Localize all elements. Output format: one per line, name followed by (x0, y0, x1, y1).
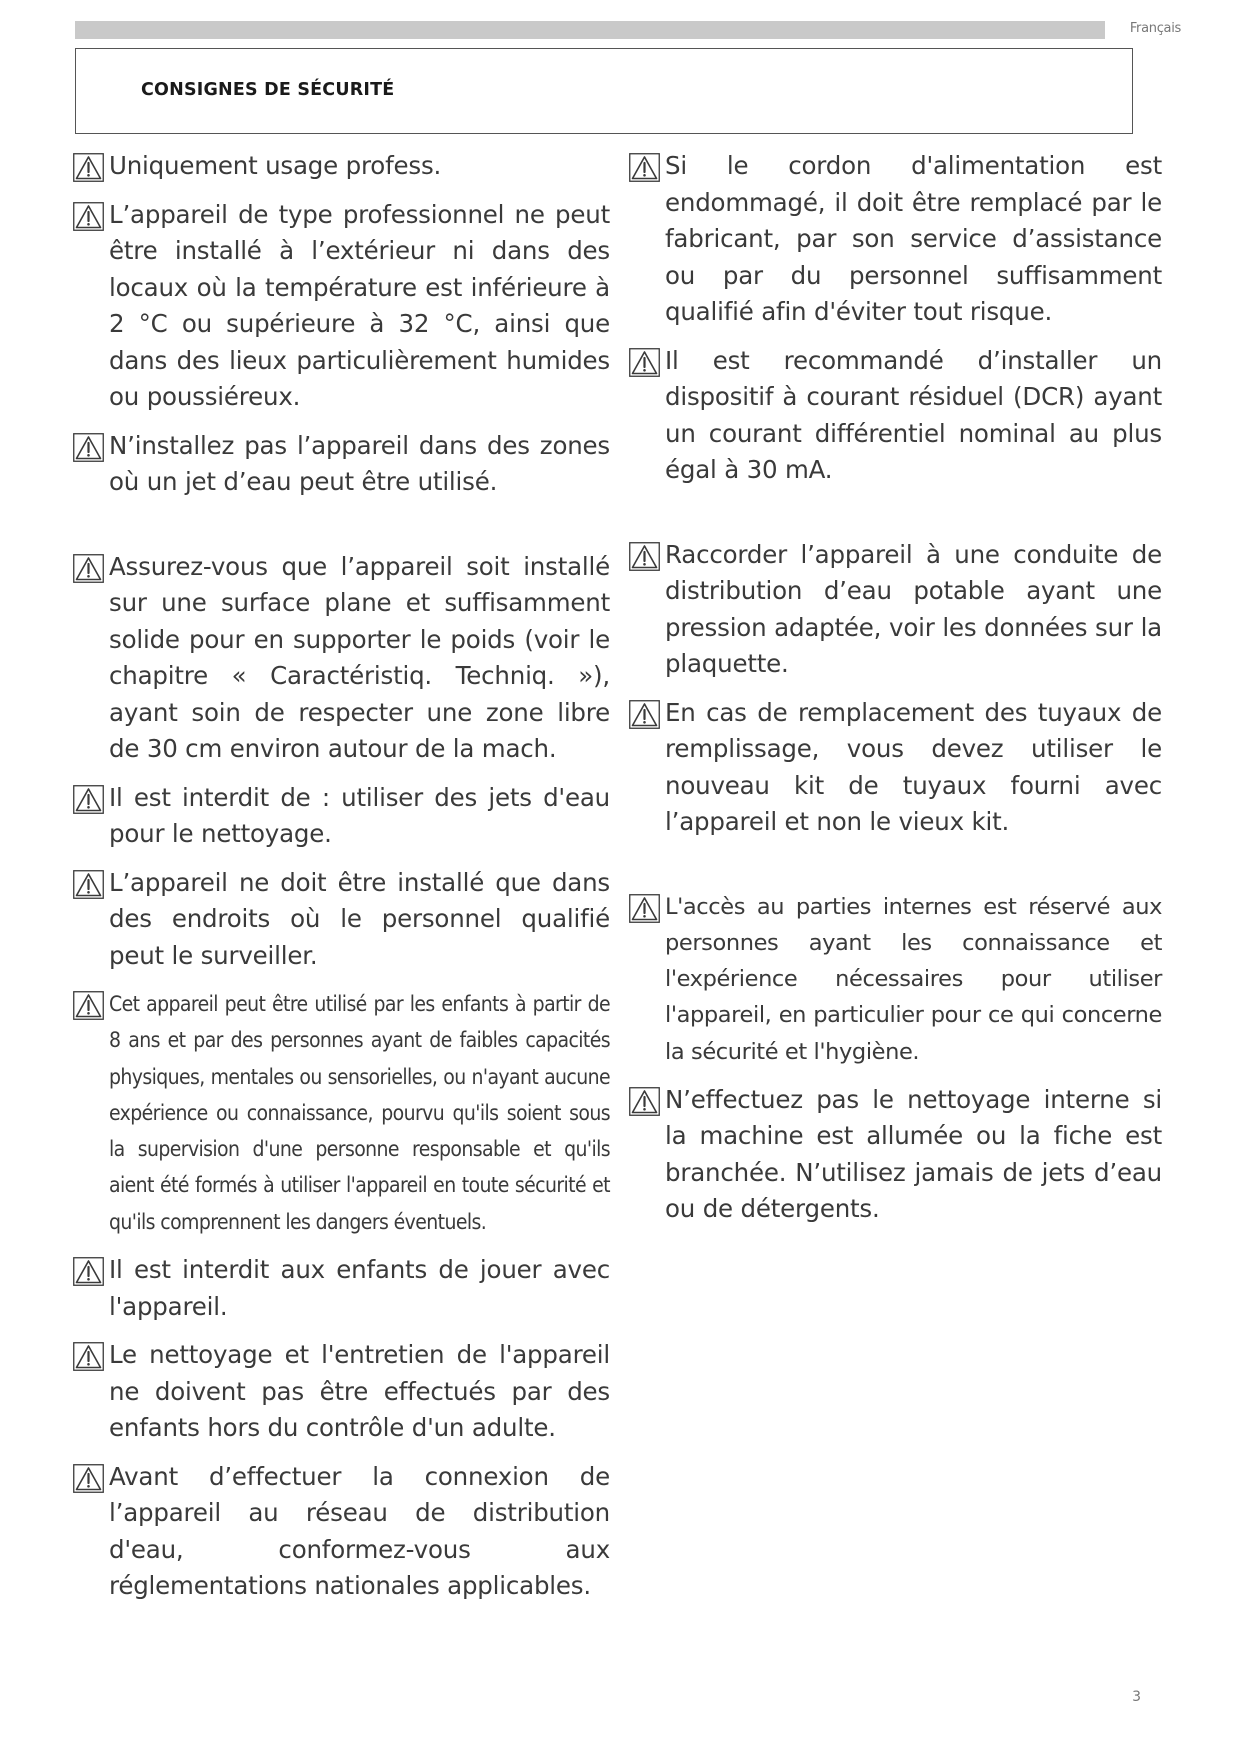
safety-instruction (72, 1337, 610, 1447)
warning-triangle-icon (73, 870, 104, 899)
safety-instruction (72, 1252, 610, 1325)
instruction-text: Il est interdit aux enfants de jouer avec l'appareil. (109, 1255, 610, 1321)
safety-instruction (628, 148, 1162, 331)
language-label: Français (1129, 21, 1181, 36)
right-column (628, 148, 1162, 1228)
page-number: 3 (1132, 1689, 1141, 1705)
warning-triangle-icon (73, 1257, 104, 1286)
safety-instruction (628, 1082, 1162, 1228)
warning-triangle-icon (73, 1342, 104, 1371)
left-column (72, 148, 610, 1605)
warning-triangle-icon (629, 153, 660, 182)
safety-instruction (628, 889, 1162, 1070)
warning-triangle-icon (629, 894, 660, 923)
safety-instruction (628, 537, 1162, 683)
instruction-text: En cas de remplacement des tuyaux de remplissage, vous devez utiliser le nouveau kit de tuyaux fourni avec l’appareil et non le vieux kit. (665, 697, 1162, 836)
instruction-text: Si le cordon d'alimentation est endommagé, il doit être remplacé par le fabricant, par son service d’assistance ou par du personnel suffisamment qualifié afin d'éviter tout risque. (665, 151, 1162, 326)
safety-instruction (72, 1459, 610, 1605)
instruction-text: Le nettoyage et l'entretien de l'appareil ne doivent pas être effectués par des enfants hors du contrôle d'un adulte. (109, 1340, 610, 1443)
header-bar (75, 21, 1105, 39)
safety-instruction (72, 780, 610, 853)
instruction-text: Avant d’effectuer la connexion de l’appareil au réseau de distribution d'eau, conformez-vous aux réglementations nationales applicables. (109, 1461, 610, 1601)
safety-instruction (72, 986, 610, 1240)
section-title: CONSIGNES DE SÉCURITÉ (141, 80, 395, 100)
instruction-text: L’appareil de type professionnel ne peut être installé à l’extérieur ni dans des locaux où la température est inférieure à 2 °C ou supérieure à 32 °C, ainsi que dans des lieux particulièrement humides ou poussiéreux. (109, 199, 610, 411)
warning-triangle-icon (73, 153, 104, 182)
warning-triangle-icon (629, 1087, 660, 1116)
instruction-text: Assurez-vous que l’appareil soit installé sur une surface plane et suffisamment solide pour en supporter le poids (voir le chapitre « Caractéristiq. Techniq. »), ayant soin de respecter une zone libre de 30 cm environ autour de la mach. (109, 551, 610, 763)
safety-instruction (72, 428, 610, 501)
warning-triangle-icon (73, 1464, 104, 1493)
instruction-text: N’effectuez pas le nettoyage interne si la machine est allumée ou la fiche est branchée. N’utilisez jamais de jets d’eau ou de détergents. (665, 1084, 1162, 1224)
warning-triangle-icon (629, 700, 660, 729)
section-title-box (75, 48, 1133, 134)
instruction-text: Uniquement usage profess. (109, 151, 442, 180)
warning-triangle-icon (73, 202, 104, 231)
instruction-text: L’appareil ne doit être installé que dans des endroits où le personnel qualifié peut le surveiller. (109, 867, 610, 970)
warning-triangle-icon (73, 433, 104, 462)
safety-instruction (72, 549, 610, 768)
warning-triangle-icon (629, 348, 660, 377)
instruction-text: N’installez pas l’appareil dans des zones où un jet d’eau peut être utilisé. (109, 430, 610, 496)
safety-instruction (72, 865, 610, 975)
warning-triangle-icon (73, 991, 104, 1020)
warning-triangle-icon (73, 554, 104, 583)
safety-instruction (72, 197, 610, 416)
instruction-text: Il est recommandé d’installer un dispositif à courant résiduel (DCR) ayant un courant différentiel nominal au plus égal à 30 mA. (665, 345, 1162, 484)
instruction-text: Il est interdit de : utiliser des jets d'eau pour le nettoyage. (109, 782, 610, 848)
safety-instruction (628, 343, 1162, 489)
warning-triangle-icon (629, 542, 660, 571)
instruction-text: Cet appareil peut être utilisé par les enfants à partir de 8 ans et par des personnes ayant de faibles capacités physiques, mentales ou sensorielles, ou n'ayant aucune expérience ou connaissance, pourvu qu'ils soient sous la supervision d'une personne responsable et qu'ils aient été formés à utiliser l'appareil en toute sécurité et qu'ils comprennent les dangers éventuels. (109, 992, 610, 1234)
instruction-text: Raccorder l’appareil à une conduite de distribution d’eau potable ayant une pression adaptée, voir les données sur la plaquette. (665, 539, 1162, 678)
warning-triangle-icon (73, 785, 104, 814)
instruction-text: L'accès au parties internes est réservé aux personnes ayant les connaissance et l'expérience nécessaires pour utiliser l'appareil, en particulier pour ce qui concerne la sécurité et l'hygiène. (665, 893, 1162, 1065)
safety-instruction (72, 148, 610, 185)
safety-instruction (628, 695, 1162, 841)
